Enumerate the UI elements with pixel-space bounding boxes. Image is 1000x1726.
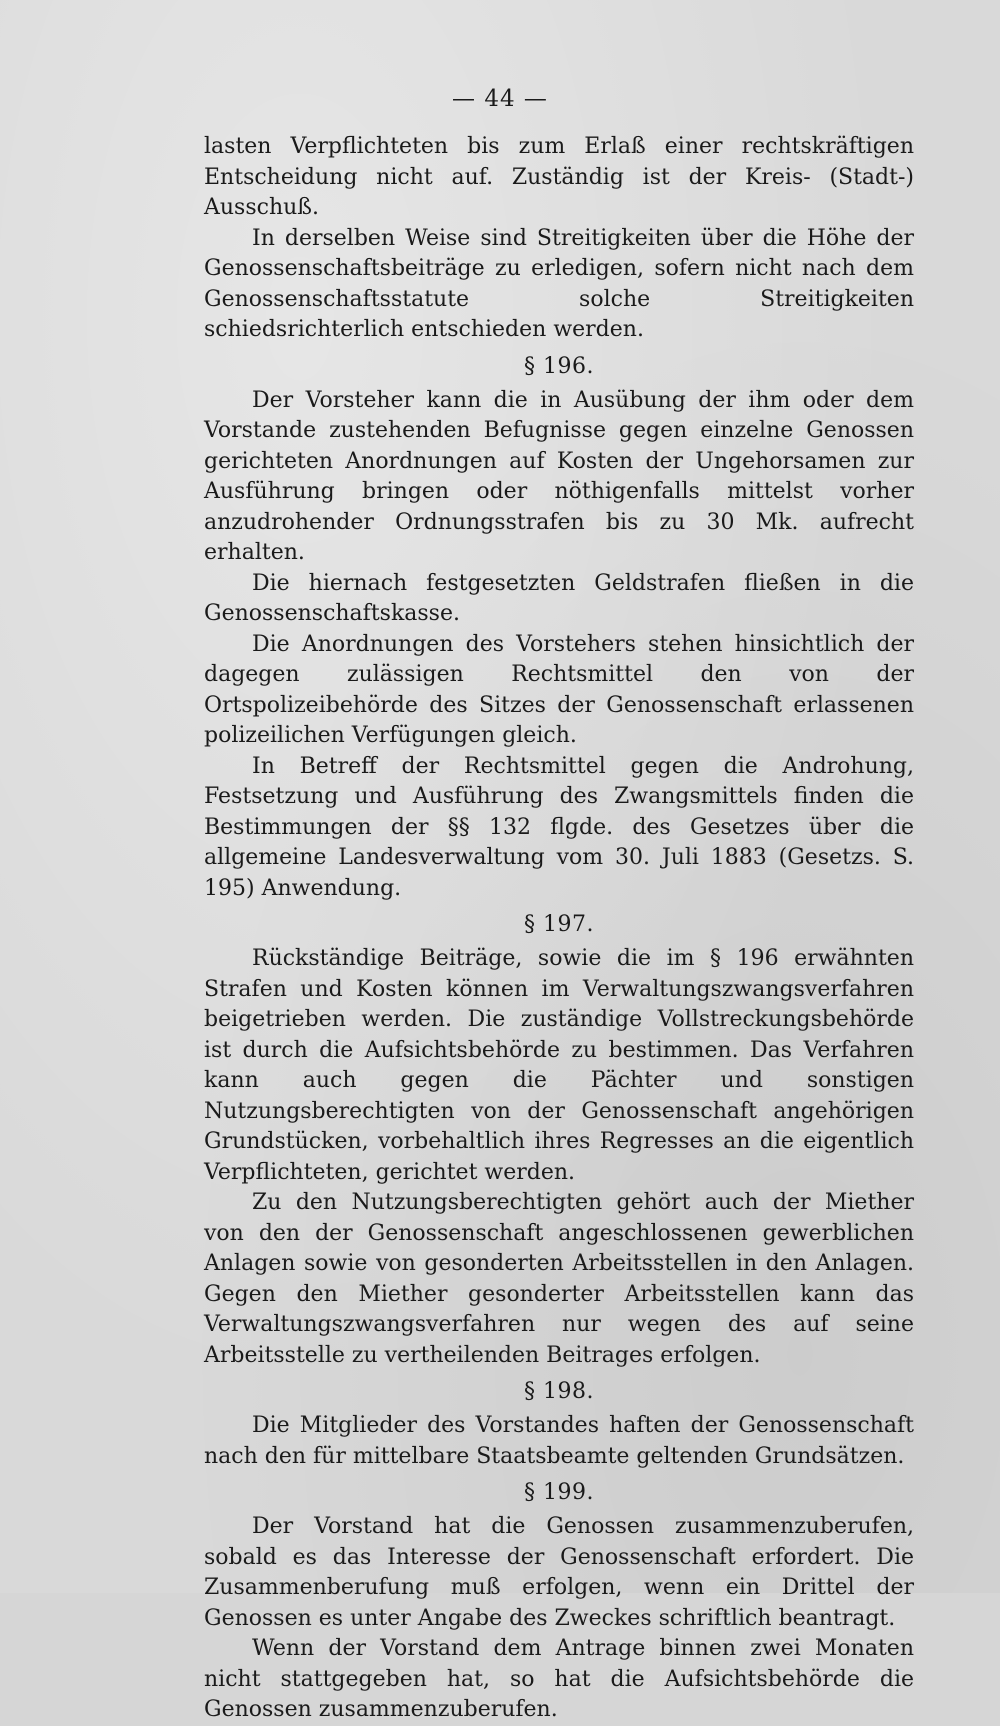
page-number: — 44 — xyxy=(452,86,548,112)
section-heading: § 196. xyxy=(524,353,594,379)
section-heading: § 199. xyxy=(524,1480,594,1505)
section-heading: § 197. xyxy=(524,912,594,937)
paragraph: Die Mitglieder des Vorstandes haften der Genossenschaft nach den für mittelbare Staatsbeamte geltenden Grundsätzen. xyxy=(204,1413,914,1469)
section-heading: § 198. xyxy=(524,1379,594,1404)
paragraph: Die Anordnungen des Vorstehers stehen hinsichtlich der dagegen zulässigen Rechtsmittel den von der Ortspolizeibehörde des Sitzes der Genossenschaft erlassenen polizeilichen Verfügungen gleich. xyxy=(204,631,914,748)
paragraph: Die hiernach festgesetzten Geldstrafen fließen in die Genossenschaftskasse. xyxy=(204,570,914,626)
paragraph: In derselben Weise sind Streitigkeiten über die Höhe der Genossenschaftsbeiträge zu erledigen, sofern nicht nach dem Genossenschaftsstatute solche Streitigkeiten schiedsrichterlich entschieden werden. xyxy=(204,225,914,342)
paragraph: Rückständige Beiträge, sowie die im § 196 erwähnten Strafen und Kosten können im Verwaltungszwangsverfahren beigetrieben werden. Die zuständige Vollstreckungsbehörde ist durch die Aufsichtsbehörde zu bestimmen. Das Verfahren kann auch gegen die Pächter und sonstigen Nutzungsberechtigten von der Genossenschaft angehörigen Grundstücken, vorbehaltlich ihres Regresses an die eigentlich Verpflichteten, gerichtet werden. xyxy=(204,946,914,1185)
paragraph: lasten Verpflichteten bis zum Erlaß einer rechtskräftigen Entscheidung nicht auf. Zuständig ist der Kreis- (Stadt-) Ausschuß. xyxy=(204,134,914,220)
paragraph: Zu den Nutzungsberechtigten gehört auch der Miether von den der Genossenschaft angeschlossenen gewerblichen Anlagen sowie von gesonderten Arbeitsstellen in den Anlagen. Gegen den Miether gesonderter Arbeitsstellen kann das Verwaltungszwangsverfahren nur wegen des auf seine Arbeitsstelle zu vertheilenden Beitrages erfolgen. xyxy=(204,1190,914,1368)
paragraph: Der Vorstand hat die Genossen zusammenzuberufen, sobald es das Interesse der Genossenschaft erfordert. Die Zusammenberufung muß erfolgen, wenn ein Drittel der Genossen es unter Angabe des Zweckes schriftlich beantragt. xyxy=(204,1514,914,1631)
document-body xyxy=(204,132,914,1726)
paragraph: Der Vorsteher kann die in Ausübung der ihm oder dem Vorstande zustehenden Befugnisse gegen einzelne Genossen gerichteten Anordnungen auf Kosten der Ungehorsamen zur Ausführung bringen oder nöthigenfalls mittelst vorher anzudrohender Ordnungsstrafen bis zu 30 Mk. aufrecht erhalten. xyxy=(204,387,914,565)
paragraph: In Betreff der Rechtsmittel gegen die Androhung, Festsetzung und Ausführung des Zwangsmittels finden die Bestimmungen der §§ 132 flgde. des Gesetzes über die allgemeine Landesverwaltung vom 30. Juli 1883 (Gesetzs. S. 195) Anwendung. xyxy=(204,753,914,901)
paragraph: Wenn der Vorstand dem Antrage binnen zwei Monaten nicht stattgegeben hat, so hat die Aufsichtsbehörde die Genossen zusammenzuberufen. xyxy=(204,1636,914,1722)
